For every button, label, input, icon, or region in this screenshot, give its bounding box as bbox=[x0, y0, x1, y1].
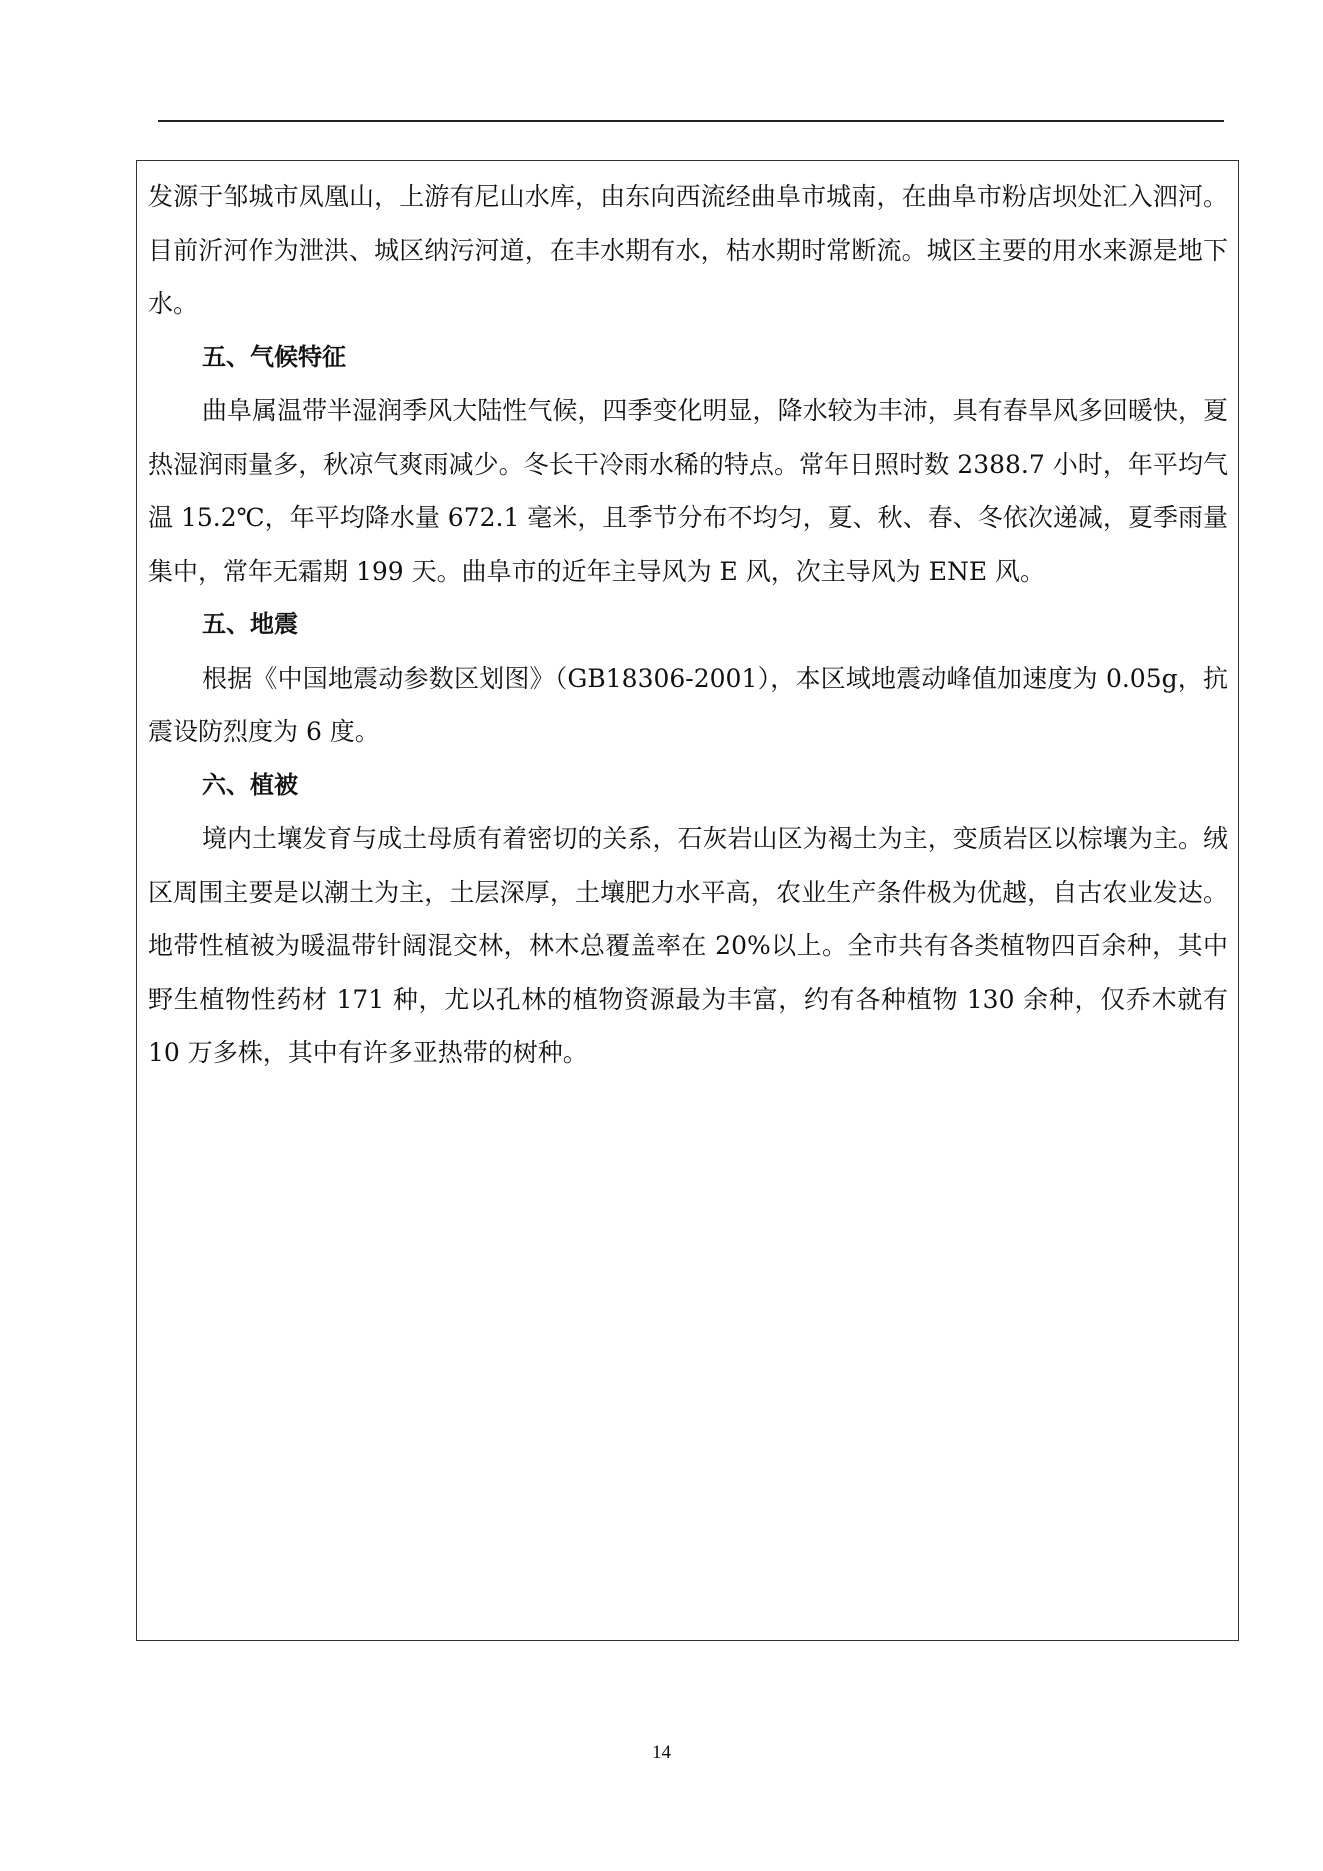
section-text-earthquake: 根据《中国地震动参数区划图》（GB18306-2001），本区域地震动峰值加速度为 0.05g，抗震设防烈度为 6 度。 bbox=[148, 663, 1228, 746]
section-text-vegetation: 境内土壤发育与成土母质有着密切的关系，石灰岩山区为褐土为主，变质岩区以棕壤为主。绒区周围主要是以潮土为主，土层深厚，土壤肥力水平高，农业生产条件极为优越，自古农业发达。地带性植被为暖温带针阔混交林，林木总覆盖率在 20%以上。全市共有各类植物四百余种，其中野生植物性药材 171 种，尤以孔林的植物资源最为丰富，约有各种植物 130 余种，仅乔木就有 10 万多株，其中有许多亚热带的树种。 bbox=[148, 824, 1228, 1067]
document-body bbox=[148, 170, 1228, 1080]
page-number: 14 bbox=[652, 1742, 671, 1763]
intro-paragraph: 发源于邹城市凤凰山，上游有尼山水库，由东向西流经曲阜市城南，在曲阜市粉店坝处汇入泗河。目前沂河作为泄洪、城区纳污河道，在丰水期有水，枯水期时常断流。城区主要的用水来源是地下水。 bbox=[148, 182, 1228, 318]
section-heading-climate: 五、气候特征 bbox=[202, 342, 346, 371]
section-text-climate: 曲阜属温带半湿润季风大陆性气候，四季变化明显，降水较为丰沛，具有春旱风多回暖快，夏热湿润雨量多，秋凉气爽雨减少。冬长干冷雨水稀的特点。常年日照时数 2388.7 小时，年平均气温 15.2℃，年平均降水量 672.1 毫米，且季节分布不均匀，夏、秋、春、冬依次递减，夏季雨量集中，常年无霜期 199 天。曲阜市的近年主导风为 E 风，次主导风为 ENE 风。 bbox=[148, 396, 1228, 586]
section-heading-earthquake: 五、地震 bbox=[202, 610, 298, 638]
section-heading-vegetation: 六、植被 bbox=[202, 770, 298, 799]
header-rule bbox=[158, 120, 1224, 122]
